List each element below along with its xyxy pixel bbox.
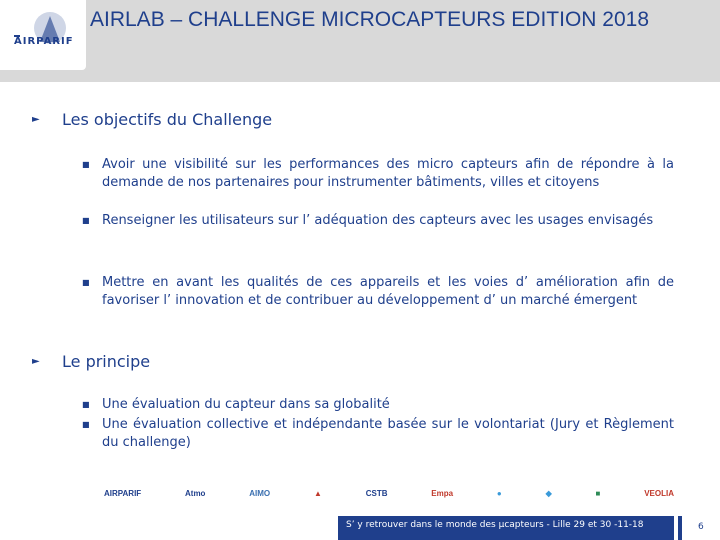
partner-logo-empa: Empa [431,488,454,498]
page-number: 6 [698,522,704,532]
list-item-text: Une évaluation collective et indépendante basée sur le volontariat (Jury et Règlement du challenge) [102,417,674,450]
logo-text: AIRPARIF [14,36,74,47]
partner-logo-veolia: VEOLIA [644,488,674,498]
partner-logo-red-icon: ▲ [313,488,322,498]
section-heading-principle [32,352,150,371]
page-title: AIRLAB – CHALLENGE MICROCAPTEURS EDITION 2018 [90,8,649,31]
section-heading-text: Le principe [62,352,151,371]
partner-logos [104,478,674,508]
list-item [82,416,674,452]
square-bullet-icon: ■ [82,160,90,169]
partner-logo-green-icon: ■ [595,488,601,498]
square-bullet-icon: ■ [82,400,90,409]
partner-logo-cstb: CSTB [365,488,388,498]
list-item-text: Avoir une visibilité sur les performances des micro capteurs afin de répondre à la demande de nos partenaires pour instrumenter bâtiments, villes et citoyens [102,157,674,190]
list-item [82,156,674,192]
list-item-text: Mettre en avant les qualités de ces appareils et les voies d’ amélioration afin de favoriser l’ innovation et de contribuer au développement d’ un marché émergent [102,275,674,308]
section-heading-text: Les objectifs du Challenge [62,110,273,129]
footer-separator [678,516,682,540]
partner-logo-aimo: AIMO [249,488,271,498]
arrow-bullet-icon: ► [32,356,40,367]
arrow-bullet-icon: ► [32,114,40,125]
footer [0,516,720,540]
square-bullet-icon: ■ [82,216,90,225]
list-item [82,274,674,310]
list-item [82,396,674,414]
partner-logo-atmo: Atmo [185,488,206,498]
partner-logo-airparif: AIRPARIF [104,488,142,498]
header-band [0,0,720,82]
square-bullet-icon: ■ [82,420,90,429]
logo-panel [0,0,86,70]
partner-logo-cyan-icon: ◆ [545,488,552,498]
partner-logo-blue-icon: ● [496,488,502,498]
footer-text: S’ y retrouver dans le monde des µcapteurs - Lille 29 et 30 -11-18 [346,520,644,530]
list-item-text: Renseigner les utilisateurs sur l’ adéquation des capteurs avec les usages envisagés [102,213,654,228]
list-item-text: Une évaluation du capteur dans sa globalité [102,397,390,412]
square-bullet-icon: ■ [82,278,90,287]
list-item [82,212,674,230]
section-heading-objectives [32,110,272,129]
